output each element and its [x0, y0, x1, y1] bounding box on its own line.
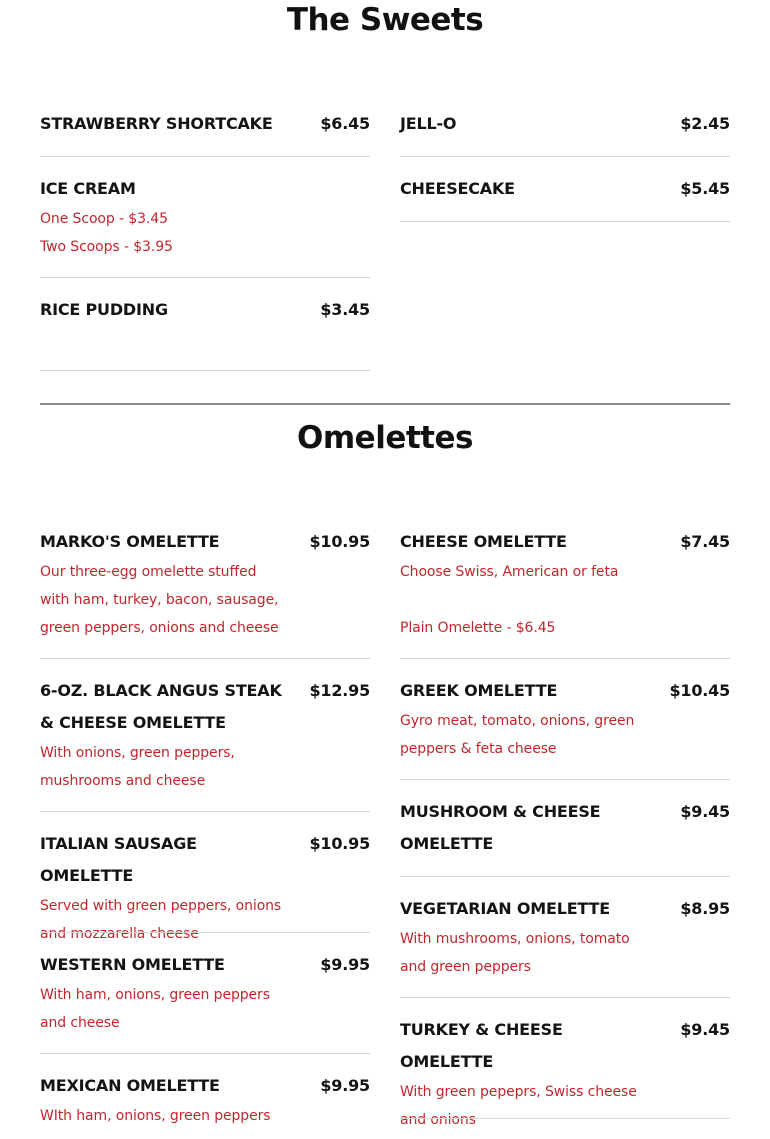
section-title-omelettes: Omelettes [297, 420, 473, 456]
item-note: Plain Omelette - $6.45 [400, 620, 556, 636]
item-name: RICE PUDDING [40, 300, 168, 319]
item-price: $10.95 [309, 834, 370, 853]
item-divider [40, 277, 370, 278]
item-description [400, 558, 650, 642]
item-price: $5.45 [680, 179, 730, 198]
item-name: CHEESE OMELETTE [400, 532, 567, 551]
section-divider [40, 403, 730, 405]
menu-item [40, 1070, 370, 1130]
item-name: WESTERN OMELETTE [40, 955, 225, 974]
menu-item [40, 108, 370, 140]
item-description: With green pepeprs, Swiss cheese and onions [400, 1084, 637, 1128]
menu-item [40, 173, 370, 261]
item-divider [400, 1118, 730, 1119]
item-name: JELL-O [400, 114, 457, 133]
item-name: MUSHROOM & CHEESE OMELETTE [400, 802, 601, 853]
menu-item [400, 108, 730, 140]
item-option: Two Scoops - $3.95 [40, 239, 173, 255]
item-name: VEGETARIAN OMELETTE [400, 899, 610, 918]
item-price: $7.45 [680, 532, 730, 551]
item-description: WIth ham, onions, green peppers [40, 1108, 271, 1124]
item-description: With onions, green peppers, mushrooms and cheese [40, 745, 235, 789]
item-price: $9.95 [320, 1076, 370, 1095]
item-divider [40, 811, 370, 812]
menu-item [400, 675, 730, 763]
menu-item [400, 1014, 730, 1134]
item-name: ICE CREAM [40, 179, 136, 198]
menu-item [40, 675, 370, 795]
item-name: TURKEY & CHEESE OMELETTE [400, 1020, 563, 1071]
item-divider [40, 932, 370, 933]
item-price: $2.45 [680, 114, 730, 133]
item-divider [400, 658, 730, 659]
item-name: GREEK OMELETTE [400, 681, 558, 700]
menu-item [40, 828, 370, 948]
item-divider [400, 221, 730, 222]
item-option: One Scoop - $3.45 [40, 211, 168, 227]
item-divider [40, 156, 370, 157]
item-description: Gyro meat, tomato, onions, green peppers & feta cheese [400, 713, 635, 757]
menu-item [40, 526, 370, 642]
menu-item [400, 796, 730, 860]
item-divider [400, 779, 730, 780]
item-price: $3.45 [320, 300, 370, 319]
item-description [40, 205, 290, 261]
item-divider [400, 997, 730, 998]
section-title-sweets: The Sweets [286, 2, 484, 38]
menu-item [400, 893, 730, 981]
item-price: $8.95 [680, 899, 730, 918]
item-name: 6-OZ. BLACK ANGUS STEAK & CHEESE OMELETTE [40, 681, 282, 732]
item-description: With ham, onions, green peppers and cheese [40, 987, 270, 1031]
item-name: STRAWBERRY SHORTCAKE [40, 114, 273, 133]
item-price: $6.45 [320, 114, 370, 133]
item-name: MARKO'S OMELETTE [40, 532, 220, 551]
menu-item [400, 173, 730, 205]
item-divider [40, 1053, 370, 1054]
item-name: MEXICAN OMELETTE [40, 1076, 220, 1095]
item-divider [400, 156, 730, 157]
item-divider [40, 658, 370, 659]
item-divider [40, 370, 370, 371]
item-name: ITALIAN SAUSAGE OMELETTE [40, 834, 197, 885]
item-name: CHEESECAKE [400, 179, 515, 198]
item-price: $10.95 [309, 532, 370, 551]
menu-item [40, 949, 370, 1037]
item-description: Our three-egg omelette stuffed with ham, turkey, bacon, sausage, green peppers, onions and cheese [40, 564, 279, 636]
menu-item [400, 526, 730, 642]
item-description: With mushrooms, onions, tomato and green peppers [400, 931, 630, 975]
item-price: $9.45 [680, 802, 730, 821]
item-option: Choose Swiss, American or feta [400, 564, 619, 580]
item-price: $12.95 [309, 681, 370, 700]
item-price: $9.45 [680, 1020, 730, 1039]
item-price: $10.45 [669, 681, 730, 700]
item-description: Served with green peppers, onions and mozzarella cheese [40, 898, 282, 942]
item-divider [400, 876, 730, 877]
menu-item [40, 294, 370, 326]
item-price: $9.95 [320, 955, 370, 974]
